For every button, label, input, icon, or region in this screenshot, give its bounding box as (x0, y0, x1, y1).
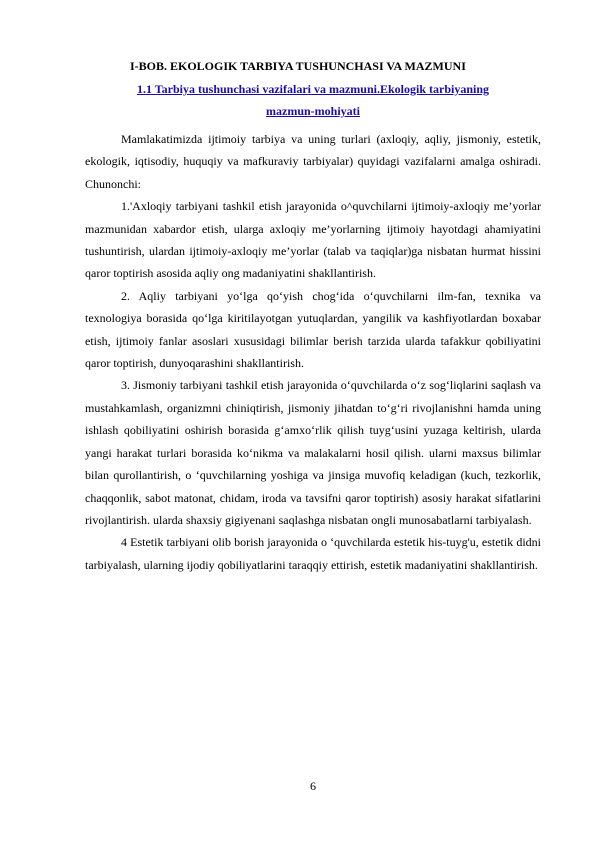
paragraph-mental-education: 2. Aqliy tarbiyani yo‘lga qo‘yish chog‘ida o‘quvchilarni ilm-fan, texnika va texnologiya borasida qo‘lga kiritilayotgan yutuqlardan, yangilik va kashfiyotlardan boxabar etish, ijtimoiy fanlar asoslari xususidagi bilimlar berish tarzida ularda tafakkur qobiliyatini qaror toptirish, dunyoqarashini shakllantirish. (85, 288, 541, 371)
body-text (85, 128, 541, 576)
paragraph-moral-education: 1.'Axloqiy tarbiyani tashkil etish jarayonida o^quvchilarni ijtimoiy-axloqiy me’yorlar mazmunidan xabardor etish, ularga axloqiy me’yorlarning ijtimoiy hayotdagi ahamiyatini tushuntirish, ulardan ijtimoiy-axloqiy me’yorlar (talab va taqiqlar)ga nisbatan hurmat hissini qaror toptirish asosida aqliy ong madaniyatini shakllantirish. (85, 199, 541, 281)
paragraph-physical-education: 3. Jismoniy tarbiyani tashkil etish jarayonida o‘quvchilarda o‘z sog‘liqlarini saqlash va mustahkamlash, organizmni chiniqtirish, jismoniy jihatdan to‘g‘ri rivojlanishni hamda uning ishlash qobiliyatini oshirish borasida g‘amxo‘rlik qilish tuyg‘usini yuzaga keltirish, ularda yangi harakat turlari borasida ko‘nikma va malakalarni hosil qilish. ularni maxsus bilimlar bilan qurollantirish, o ‘quvchilarning yoshiga va jinsiga muvofiq keladigan (kuch, tezkorlik, chaqqonlik, sabot matonat, chidam, iroda va tavsifni qaror toptirish) asosiy harakat sifatlarini rivojlantirish. ularda shaxsiy gigiyenani saqlashga nisbatan ongli munosabatlarni tarbiyalash. (85, 378, 541, 527)
page-number: 6 (310, 779, 316, 793)
section-heading-link-line1[interactable]: 1.1 Tarbiya tushunchasi vazifalari va mazmuni.Ekologik tarbiyaning (136, 82, 490, 96)
section-heading-link-line2[interactable]: mazmun-mohiyati (266, 104, 360, 118)
paragraph-intro: Mamlakatimizda ijtimoiy tarbiya va uning turlari (axloqiy, aqliy, jismoniy, estetik, ekologik, iqtisodiy, huquqiy va mafkuraviy tarbiyalar) quyidagi vazifalarni amalga oshiradi. Chunonchi: (85, 132, 541, 191)
paragraph-aesthetic-education: 4 Estetik tarbiyani olib borish jarayonida o ‘quvchilarda estetik his-tuyg'u, estetik didni tarbiyalash, ularning ijodiy qobiliyatlarini taraqqiy ettirish, estetik madaniyatini shakllantirish. (85, 535, 541, 572)
chapter-title: I-BOB. EKOLOGIK TARBIYA TUSHUNCHASI VA MAZMUNI (130, 59, 466, 73)
